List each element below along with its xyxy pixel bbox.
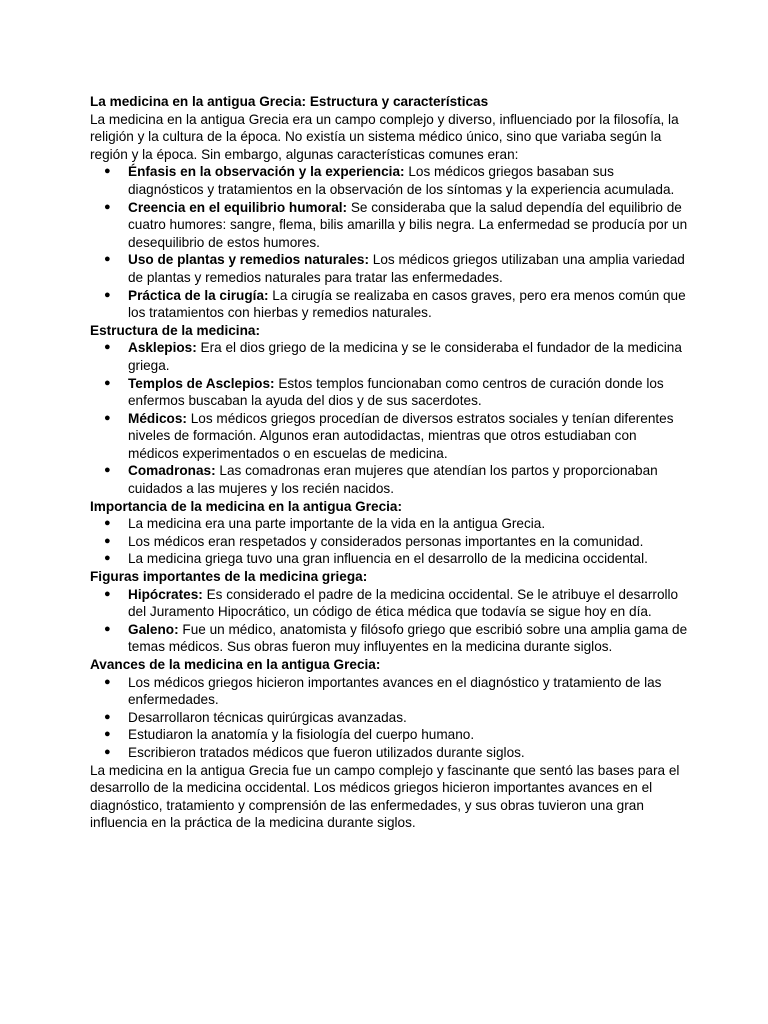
bullet-icon: ● [104, 728, 111, 741]
section-heading-importancia: Importancia de la medicina en la antigua Grecia: [90, 498, 402, 514]
bullet-icon: ● [104, 376, 111, 389]
list-item-term: Galeno: [128, 621, 179, 637]
section-heading-estructura: Estructura de la medicina: [90, 322, 260, 338]
bullet-icon: ● [104, 534, 111, 547]
list-item [90, 621, 688, 656]
list-item [90, 674, 688, 709]
estructura-list [90, 339, 688, 497]
list-item [90, 462, 688, 497]
figuras-list [90, 586, 688, 656]
list-item-text: Estudiaron la anatomía y la fisiología del cuerpo humano. [128, 727, 475, 743]
list-item-text: Estos templos funcionaban como centros de curación donde los enfermos buscaban la ayuda del dios y de sus sacerdotes. [128, 375, 664, 409]
list-item-text: Los médicos griegos basaban sus diagnósticos y tratamientos en la observación de los síntomas y la experiencia acumulada. [128, 164, 675, 197]
list-item [90, 287, 688, 322]
list-item-text: Fue un médico, anatomista y filósofo griego que escribió sobre una amplia gama de temas médicos. Sus obras fueron muy influyentes en la medicina durante siglos. [128, 621, 688, 655]
bullet-icon: ● [104, 165, 111, 178]
section-heading-avances: Avances de la medicina en la antigua Grecia: [90, 657, 381, 672]
list-item [90, 550, 688, 568]
bullet-icon: ● [104, 552, 111, 565]
list-item-text: Los médicos griegos utilizaban una amplia variedad de plantas y remedios naturales para tratar las enfermedades. [128, 252, 685, 285]
list-item-term: Hipócrates: [128, 586, 203, 602]
list-item-text: Se consideraba que la salud dependía del equilibrio de cuatro humores: sangre, flema, bilis amarilla y bilis negra. La enfermedad se producía por un desequilibrio de estos humores. [128, 199, 688, 250]
list-item-text: Era el dios griego de la medicina y se le consideraba el fundador de la medicina griega. [128, 340, 682, 373]
bullet-icon: ● [104, 745, 111, 758]
importancia-list [90, 515, 688, 568]
list-item-text: La cirugía se realizaba en casos graves, pero era menos común que los tratamientos con hierbas y remedios naturales. [128, 287, 686, 321]
bullet-icon: ● [104, 622, 111, 635]
list-item-text: Los médicos griegos procedían de diversos estratos sociales y tenían diferentes niveles de formación. Algunos eran autodidactas, mientras que otros estudiaban con médicos experimentados o en escuelas de medicina. [128, 410, 674, 461]
list-item [90, 339, 688, 374]
list-item-text: La medicina griega tuvo una gran influencia en el desarrollo de la medicina occidental. [128, 551, 648, 567]
document-page [90, 93, 688, 832]
bullet-icon: ● [104, 517, 111, 530]
list-item [90, 410, 688, 463]
list-item-term: Uso de plantas y remedios naturales: [128, 252, 369, 268]
avances-list [90, 674, 688, 762]
list-item [90, 586, 688, 621]
list-item-term: Asklepios: [128, 340, 197, 356]
document-title: La medicina en la antigua Grecia: Estructura y características [90, 94, 489, 109]
list-item-term: Énfasis en la observación y la experiencia: [128, 164, 405, 180]
list-item-text: Escribieron tratados médicos que fueron utilizados durante siglos. [128, 744, 525, 760]
bullet-icon: ● [104, 587, 111, 600]
list-item [90, 709, 688, 727]
bullet-icon: ● [104, 341, 111, 354]
section-heading-figuras: Figuras importantes de la medicina griega: [90, 569, 368, 585]
list-item-term: Templos de Asclepios: [128, 375, 275, 391]
bullet-icon: ● [104, 411, 111, 424]
bullet-icon: ● [104, 675, 111, 688]
bullet-icon: ● [104, 288, 111, 301]
bullet-icon: ● [104, 710, 111, 723]
list-item-term: Médicos: [128, 410, 187, 426]
list-item [90, 199, 688, 252]
intro-paragraph: La medicina en la antigua Grecia era un campo complejo y diverso, influenciado por la filosofía, la religión y la cultura de la época. No existía un sistema médico único, sino que variaba según la región y la época. Sin embargo, algunas características comunes eran: [90, 111, 679, 162]
caracteristicas-list [90, 163, 688, 321]
list-item-text: Es considerado el padre de la medicina occidental. Se le atribuye el desarrollo del Juramento Hipocrático, un código de ética médica que todavía se sigue hoy en día. [128, 586, 679, 620]
list-item-text: Las comadronas eran mujeres que atendían los partos y proporcionaban cuidados a las mujeres y los recién nacidos. [128, 463, 658, 497]
list-item-term: Comadronas: [128, 463, 216, 479]
list-item-text: Los médicos eran respetados y considerados personas importantes en la comunidad. [128, 533, 644, 549]
list-item-text: Desarrollaron técnicas quirúrgicas avanzadas. [128, 709, 407, 725]
conclusion-paragraph: La medicina en la antigua Grecia fue un campo complejo y fascinante que sentó las bases para el desarrollo de la medicina occidental. Los médicos griegos hicieron importantes avances en el diagnóstico, tratamiento y comprensión de las enfermedades, y sus obras tuvieron una gran influencia en la práctica de la medicina durante siglos. [90, 762, 680, 831]
list-item [90, 163, 688, 198]
list-item [90, 744, 688, 762]
bullet-icon: ● [104, 200, 111, 213]
list-item [90, 533, 688, 551]
list-item [90, 375, 688, 410]
list-item [90, 251, 688, 286]
list-item-term: Práctica de la cirugía: [128, 287, 269, 303]
list-item [90, 726, 688, 744]
list-item [90, 515, 688, 533]
list-item-text: Los médicos griegos hicieron importantes avances en el diagnóstico y tratamiento de las enfermedades. [128, 674, 662, 708]
bullet-icon: ● [104, 464, 111, 477]
list-item-term: Creencia en el equilibrio humoral: [128, 199, 348, 215]
bullet-icon: ● [104, 253, 111, 266]
list-item-text: La medicina era una parte importante de la vida en la antigua Grecia. [128, 516, 546, 532]
